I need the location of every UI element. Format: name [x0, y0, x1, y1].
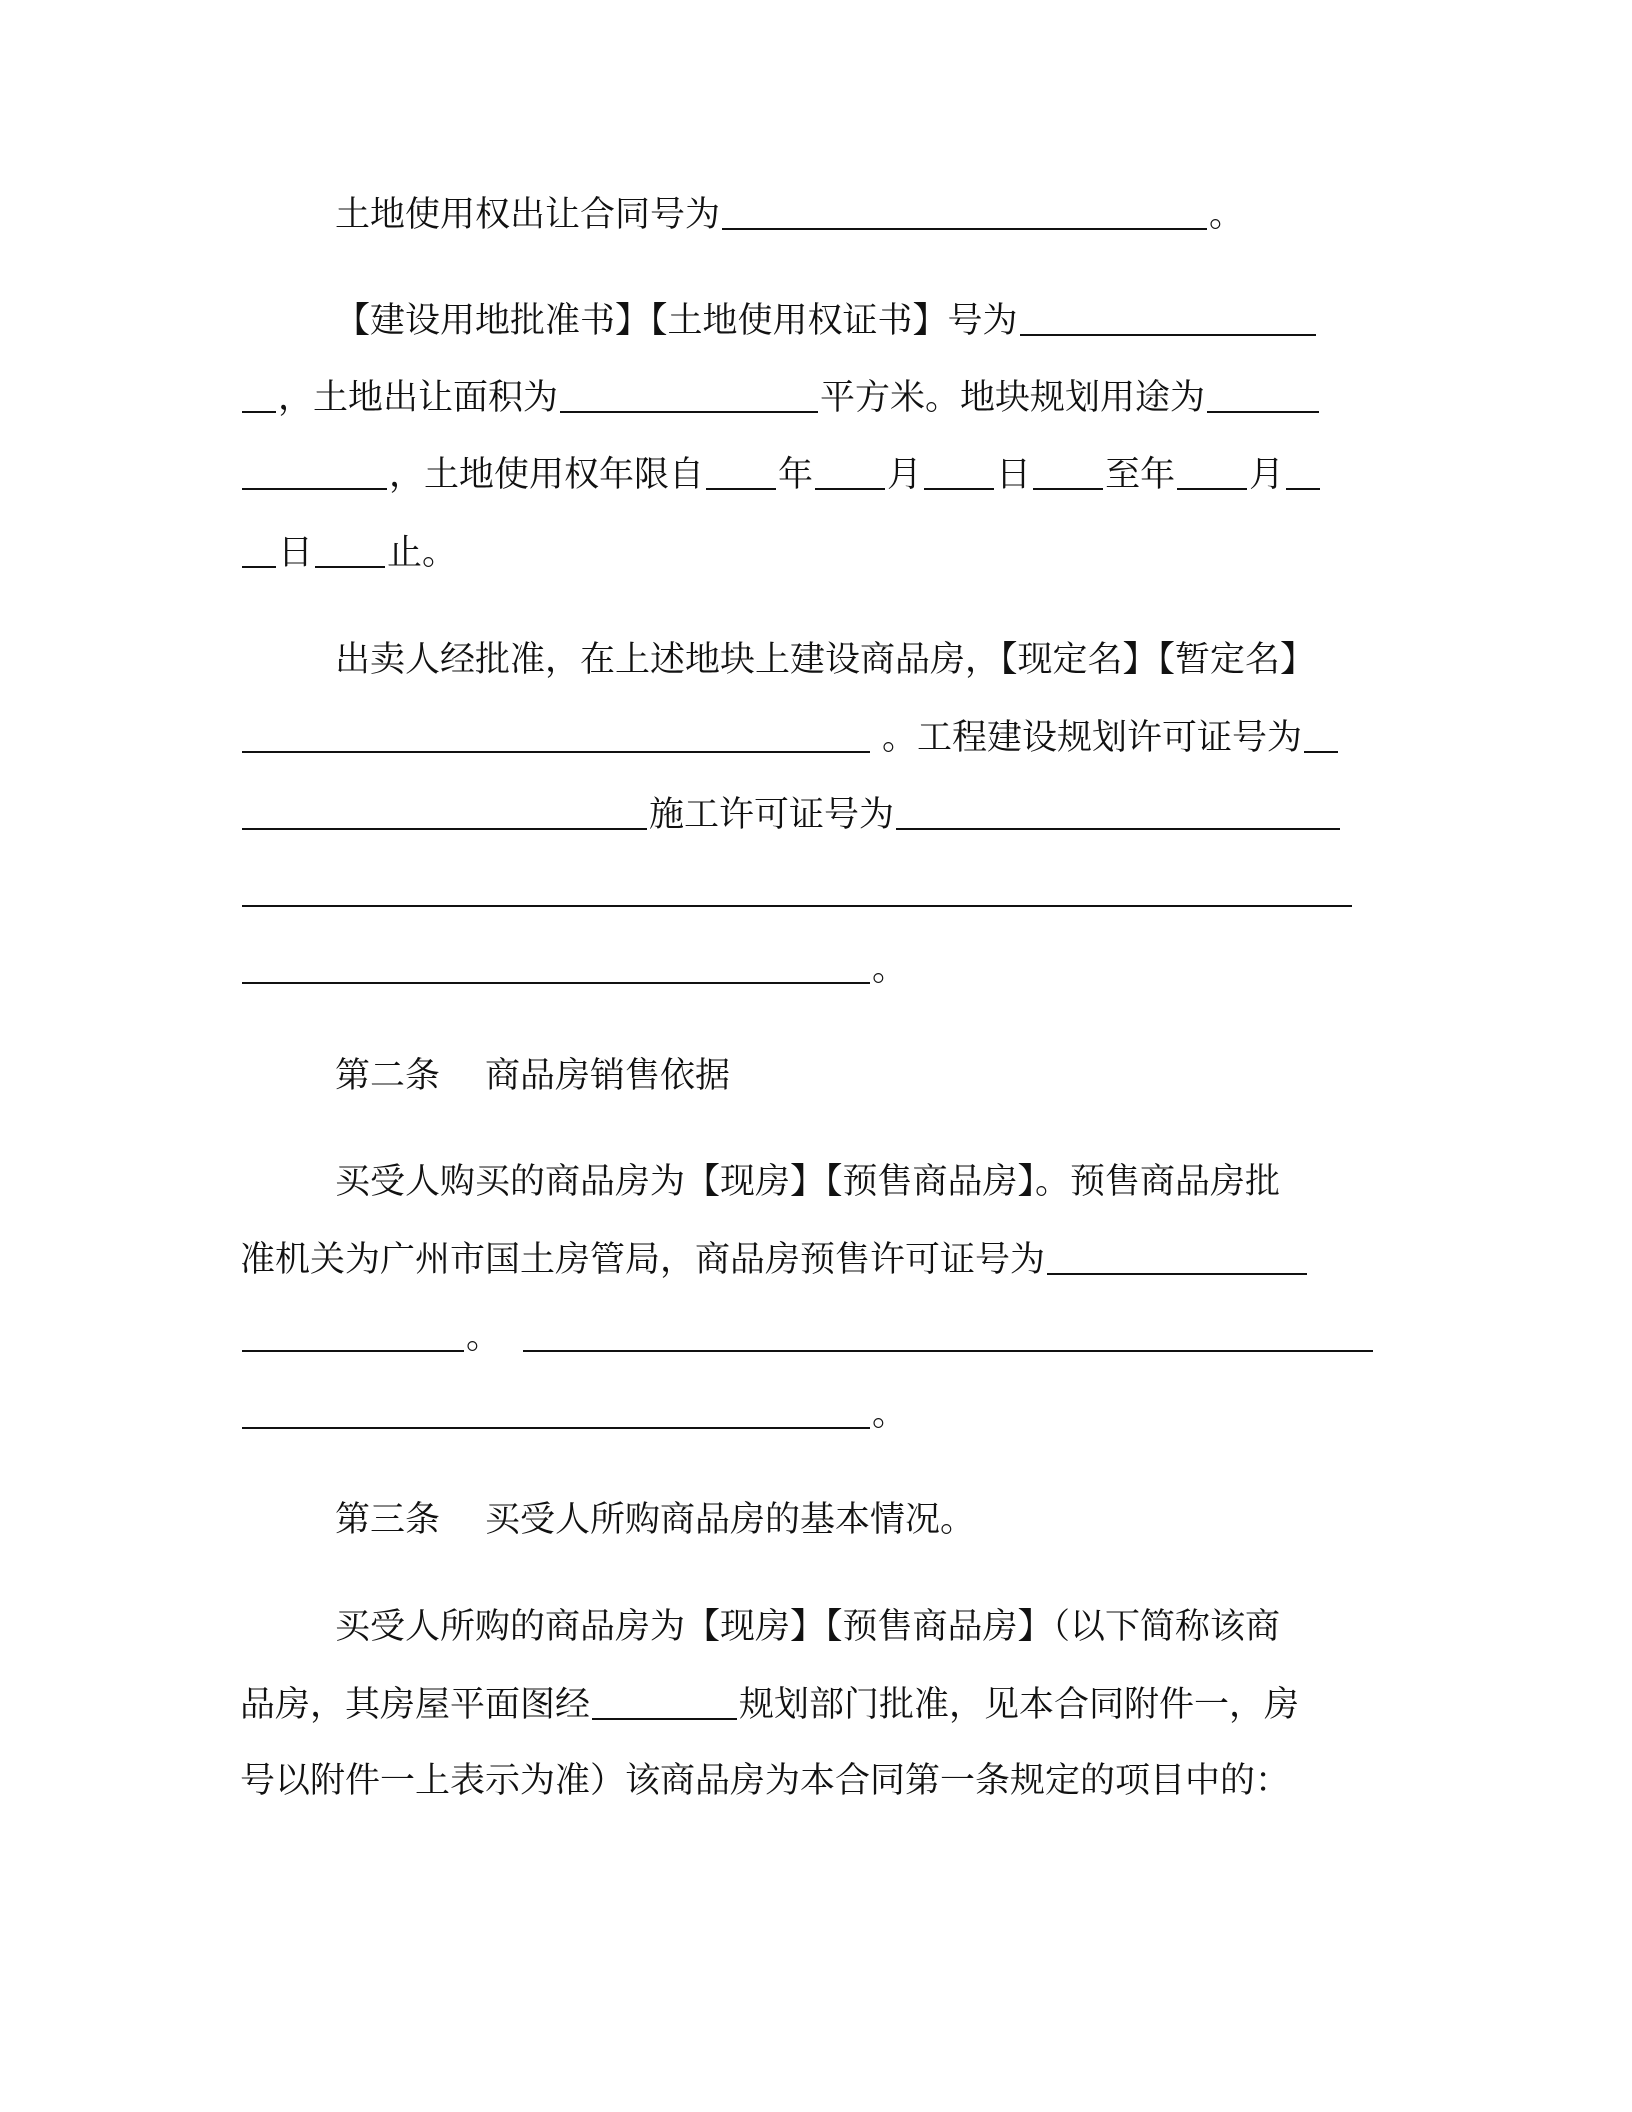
end-day-blank-cont	[242, 526, 276, 568]
land-use-label: 平方米。地块规划用途为	[820, 378, 1206, 418]
end-blank	[315, 526, 385, 568]
construction-permit-label: 施工许可证号为	[649, 795, 895, 835]
year-label: 年	[778, 455, 814, 495]
property-text-2a: 品房，其房屋平面图经	[240, 1685, 591, 1725]
article-3-heading	[335, 1490, 1495, 1550]
presale-paragraph-line-1	[335, 1152, 1495, 1212]
construction-permit-blank	[896, 788, 1340, 830]
end-day-blank	[1286, 448, 1320, 490]
construction-permit-blank-end	[242, 942, 870, 984]
blank-line-1	[240, 861, 1400, 921]
presale-text-2: 准机关为广州市国土房管局，商品房预售许可证号为	[240, 1240, 1046, 1280]
land-use-blank	[1207, 371, 1319, 413]
property-text-1: 买受人所购的商品房为【现房】【预售商品房】（以下简称该商	[335, 1607, 1281, 1647]
construction-permit-line	[240, 784, 1400, 844]
month-label: 月	[887, 455, 923, 495]
presale-extra-blank	[523, 1310, 1373, 1352]
land-term-label: ，土地使用权年限自	[389, 455, 705, 495]
contract-number-blank	[722, 188, 1207, 230]
presale-paragraph-line-3	[240, 1306, 1400, 1366]
article-2-heading	[335, 1046, 1495, 1106]
presale-paragraph-line-2	[240, 1229, 1400, 1289]
blank-line-2	[240, 938, 1400, 998]
planning-permit-label: 。工程建设规划许可证号为	[882, 718, 1303, 758]
property-paragraph-line-1	[335, 1597, 1495, 1657]
project-name-line	[335, 630, 1495, 690]
period: 。	[872, 949, 908, 989]
contract-number-label: 土地使用权出让合同号为	[335, 195, 721, 235]
period: 。	[1209, 195, 1245, 235]
land-certificate-line	[335, 290, 1495, 350]
planning-permit-blank	[1304, 711, 1338, 753]
end-month-blank	[1177, 448, 1247, 490]
start-year-blank	[706, 448, 776, 490]
land-use-blank-cont	[242, 448, 387, 490]
period: 。	[466, 1317, 502, 1357]
article-3-number: 第三条	[335, 1500, 441, 1540]
land-certificate-label: 【建设用地批准书】【土地使用权证书】号为	[335, 301, 1018, 341]
article-2-number: 第二条	[335, 1056, 441, 1096]
end-year-blank	[1033, 448, 1103, 490]
presale-permit-blank-cont	[242, 1310, 464, 1352]
property-paragraph-line-3	[240, 1751, 1400, 1811]
presale-extra-blank-cont	[242, 1387, 870, 1429]
start-month-blank	[815, 448, 885, 490]
contract-number-line	[335, 184, 1495, 244]
presale-paragraph-line-4	[240, 1383, 1400, 1443]
presale-permit-blank	[1047, 1233, 1307, 1275]
month-label-2: 月	[1249, 455, 1285, 495]
project-name-label: 出卖人经批准，在上述地块上建设商品房，【现定名】【暂定名】	[335, 640, 1316, 680]
to-year-label: 至年	[1105, 455, 1176, 495]
period: 。	[872, 1394, 908, 1434]
land-term-end-line	[240, 522, 1400, 582]
land-certificate-blank-cont	[242, 371, 276, 413]
property-paragraph-line-2	[240, 1674, 1400, 1734]
end-label: 止。	[387, 533, 458, 573]
land-area-label: ，土地出让面积为	[278, 378, 559, 418]
article-2-title: 商品房销售依据	[485, 1056, 731, 1096]
land-area-blank	[560, 371, 818, 413]
planning-permit-blank-cont	[242, 788, 647, 830]
day-label-2: 日	[278, 533, 314, 573]
article-3-title: 买受人所购商品房的基本情况。	[485, 1500, 976, 1540]
presale-text-1: 买受人购买的商品房为【现房】【预售商品房】。预售商品房批	[335, 1162, 1281, 1202]
land-area-line	[240, 367, 1400, 427]
project-name-blank	[242, 711, 870, 753]
start-day-blank	[924, 448, 994, 490]
planning-permit-line	[240, 707, 1400, 767]
floor-plan-approver-blank	[592, 1678, 737, 1720]
property-text-2b: 规划部门批准，见本合同附件一，房	[739, 1685, 1300, 1725]
construction-permit-blank-cont	[242, 865, 1352, 907]
property-text-3: 号以附件一上表示为准）该商品房为本合同第一条规定的项目中的：	[240, 1761, 1291, 1801]
day-label: 日	[996, 455, 1032, 495]
land-term-line	[240, 444, 1400, 504]
land-certificate-blank	[1020, 294, 1316, 336]
